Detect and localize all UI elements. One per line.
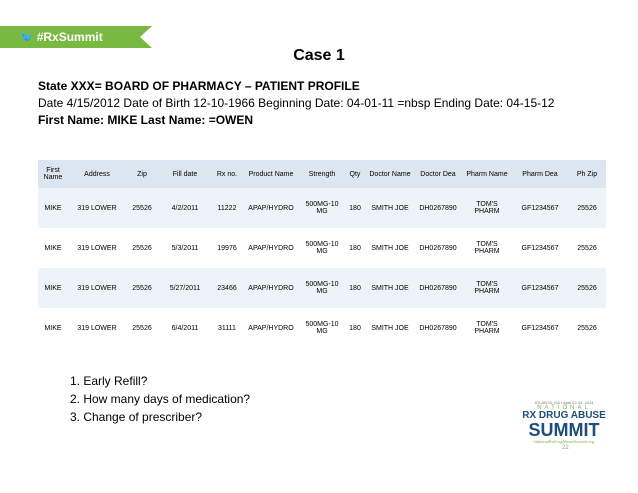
page-number: 22 <box>562 445 569 451</box>
table-cell: 500MG-10 MG <box>305 241 339 255</box>
table-cell: MIKE <box>44 244 62 252</box>
table-cell: APAP/HYDRO <box>242 268 300 308</box>
table-cell: GF1234567 <box>521 324 559 332</box>
table-cell: SMITH JOE <box>371 244 409 252</box>
hashtag-label: #RxSummit <box>36 30 103 44</box>
column-header: Zip <box>126 160 158 188</box>
column-header: Doctor Name <box>366 160 414 188</box>
table-cell: 180 <box>344 188 366 228</box>
table-cell: SMITH JOE <box>366 188 414 228</box>
table-cell: 4/2/2011 <box>158 188 212 228</box>
table-cell: DH0267890 <box>414 268 462 308</box>
table-cell: 25526 <box>126 268 158 308</box>
column-header: Strength <box>300 160 344 188</box>
twitter-bird-icon: 🐦 <box>20 31 34 44</box>
summit-logo <box>516 400 612 462</box>
question-item: 2. How many days of medication? <box>70 392 251 406</box>
table-cell: 25526 <box>568 268 606 308</box>
table-cell: 319 LOWER <box>77 244 117 252</box>
table-cell: 25526 <box>568 188 606 228</box>
table-cell: 25526 <box>132 324 152 332</box>
question-item: 1. Early Refill? <box>70 374 148 388</box>
table-cell: 25526 <box>126 188 158 228</box>
table-cell: 319 LOWER <box>77 324 117 332</box>
table-cell: MIKE <box>38 268 68 308</box>
column-header: First Name <box>38 160 68 188</box>
column-header: Rx no. <box>212 160 242 188</box>
table-cell: 11222 <box>212 188 242 228</box>
table-cell: APAP/HYDRO <box>248 324 294 332</box>
table-cell: DH0267890 <box>419 244 457 252</box>
table-cell: 25526 <box>577 244 597 252</box>
column-header: Qty <box>344 160 366 188</box>
logo-national: NATIONAL <box>537 405 591 411</box>
table-cell: 5/3/2011 <box>171 244 199 252</box>
patient-name: First Name: MIKE Last Name: =OWEN <box>38 113 254 127</box>
table-cell: 319 LOWER <box>68 188 126 228</box>
table-row <box>38 228 606 268</box>
column-header: Ph Zip <box>568 160 606 188</box>
table-cell: DH0267890 <box>419 324 457 332</box>
table-cell: 5/27/2011 <box>158 268 212 308</box>
table-cell: 500MG-10 MG <box>300 188 344 228</box>
table-cell: 180 <box>349 324 361 332</box>
question-item: 3. Change of prescriber? <box>70 410 203 424</box>
profile-heading: State XXX= BOARD OF PHARMACY – PATIENT PROFILE <box>38 79 360 93</box>
table-cell: 23466 <box>212 268 242 308</box>
table-cell: TOM'S PHARM <box>462 188 512 228</box>
table-cell: 6/4/2011 <box>171 324 199 332</box>
table-cell: 500MG-10 MG <box>300 268 344 308</box>
logo-event-line: ATLANTA, GA • April 22-24, 2014 <box>534 400 594 405</box>
table-cell: DH0267890 <box>414 188 462 228</box>
table-cell: TOM'S PHARM <box>462 268 512 308</box>
table-cell: GF1234567 <box>512 268 568 308</box>
table-cell: APAP/HYDRO <box>242 188 300 228</box>
table-cell: 31111 <box>218 324 236 332</box>
table-cell: 319 LOWER <box>68 268 126 308</box>
table-cell: TOM'S PHARM <box>474 321 500 335</box>
hashtag-banner <box>0 26 140 48</box>
logo-url: NationalRxDrugAbuseSummit.org <box>533 439 595 444</box>
column-header: Pharm Dea <box>512 160 568 188</box>
profile-dates: Date 4/15/2012 Date of Birth 12-10-1966 Beginning Date: 04-01-11 =nbsp Ending Date: 04-15-12 <box>38 96 555 110</box>
table-cell: 25526 <box>577 324 597 332</box>
table-cell: 19976 <box>217 244 237 252</box>
table-cell: MIKE <box>38 188 68 228</box>
table-cell: 180 <box>344 268 366 308</box>
table-row <box>38 268 606 308</box>
logo-rx-drug-abuse: RX DRUG ABUSE <box>522 410 606 421</box>
table-cell: TOM'S PHARM <box>474 241 500 255</box>
table-row <box>38 188 606 228</box>
table-header-row <box>38 160 606 188</box>
table-cell: 180 <box>349 244 361 252</box>
table-row <box>38 308 606 348</box>
table-cell: GF1234567 <box>521 244 559 252</box>
prescription-table <box>38 160 606 348</box>
column-header: Pharm Name <box>462 160 512 188</box>
table-cell: APAP/HYDRO <box>248 244 294 252</box>
table-cell: MIKE <box>44 324 62 332</box>
case-title: Case 1 <box>293 47 345 64</box>
table-cell: GF1234567 <box>512 188 568 228</box>
column-header: Doctor Dea <box>414 160 462 188</box>
column-header: Product Name <box>242 160 300 188</box>
table-cell: 500MG-10 MG <box>305 321 339 335</box>
column-header: Fill date <box>158 160 212 188</box>
logo-summit: SUMMIT <box>528 420 600 440</box>
table-cell: 25526 <box>132 244 152 252</box>
question-list <box>70 372 250 426</box>
table-cell: SMITH JOE <box>371 324 409 332</box>
table-cell: SMITH JOE <box>366 268 414 308</box>
column-header: Address <box>68 160 126 188</box>
